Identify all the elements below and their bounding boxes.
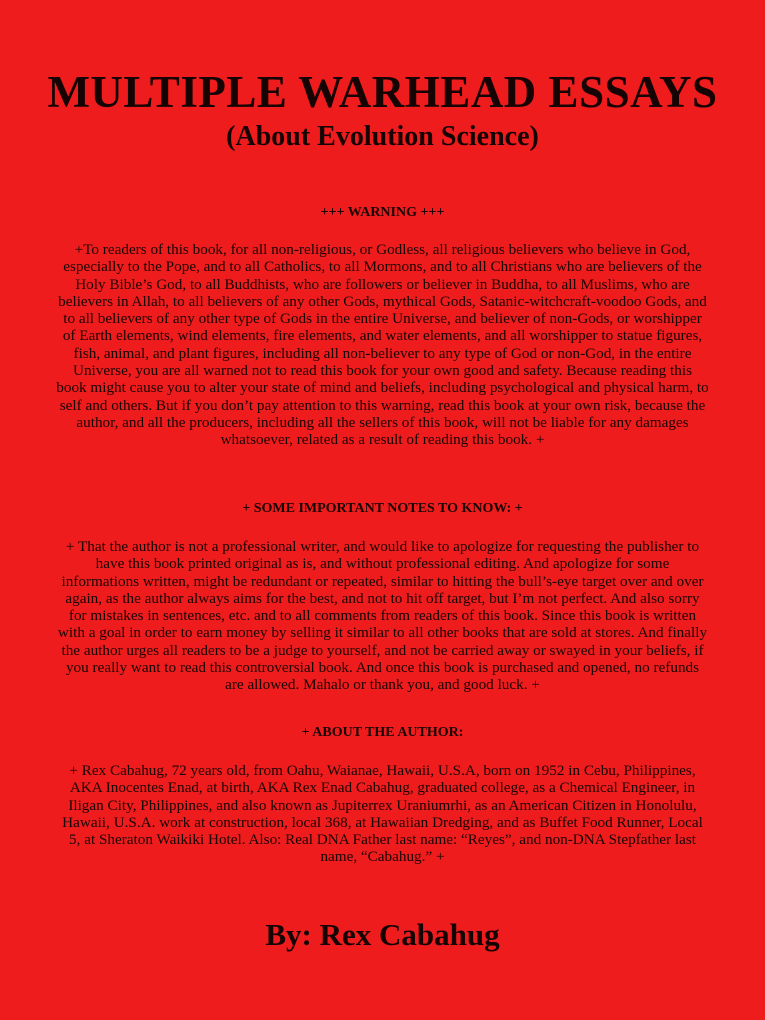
notes-text: + That the author is not a professional writer, and would like to apologize for requesting the publisher to have this book printed original as is, and without professional editing. And apologize for some informations written, might be redundant or repeated, similar to hitting the bull’s-eye target over and over again, as the author always aims for the best, and not to hit off target, but I’m not perfect. And also sorry for mistakes in sentences, etc. and to all comments from readers of this book. Since this book is written with a goal in order to earn money by selling it similar to all other books that are sold at stores. And finally the author urges all readers to be a judge to yourself, and not be carried away or swayed in your beliefs, if you really want to read this controversial book. And once this book is purchased and opened, no refunds are allowed. Mahalo or thank you, and good luck. + bbox=[57, 538, 708, 694]
about-author-heading: + ABOUT THE AUTHOR: bbox=[301, 725, 464, 740]
about-author-text: + Rex Cabahug, 72 years old, from Oahu, Waianae, Hawaii, U.S.A, born on 1952 in Cebu, Philippines, AKA Inocentes Enad, at birth, AKA Rex Enad Cabahug, graduated college, as a Chemical Engineer, in Iligan City, Philippines, and also known as Jupiterrex Uraniumrhi, as an American Citizen in Honolulu, Hawaii, U.S.A. work at construction, local 368, at Hawaiian Dredging, and as Buffet Food Runner, Local 5, at Sheraton Waikiki Hotel. Also: Real DNA Father last name: “Reyes”, and non-DNA Stepfather last name, “Cabahug.” + bbox=[62, 762, 703, 866]
warning-heading: +++ WARNING +++ bbox=[320, 205, 445, 220]
notes-heading: + SOME IMPORTANT NOTES TO KNOW: + bbox=[242, 501, 523, 516]
book-subtitle: (About Evolution Science) bbox=[226, 121, 539, 152]
author-byline: By: Rex Cabahug bbox=[265, 917, 500, 952]
book-title: MULTIPLE WARHEAD ESSAYS bbox=[47, 67, 718, 117]
warning-text: +To readers of this book, for all non-religious, or Godless, all religious believers who believe in God, especially to the Pope, and to all Catholics, to all Mormons, and to all Christians who are believers of the Holy Bible’s God, to all Buddhists, who are followers or believer in Buddha, to all Muslims, who are believers in Allah, to all believers of any other Gods, mythical Gods, Satanic-witchcraft-voodoo Gods, and to all believers of any other type of Gods in the entire Universe, and believer of non-Gods, or worshipper of Earth elements, wind elements, fire elements, and water elements, and all worshipper to statue figures, fish, animal, and plant figures, including all non-believer to any type of God or non-God, in the entire Universe, you are all warned not to read this book for your own good and safety. Because reading this book might cause you to alter your state of mind and beliefs, including psychological and physical harm, to self and others. But if you don’t pay attention to this warning, read this book at your own risk, because the author, and all the producers, including all the sellers of this book, will not be liable for any damages whatsoever, related as a result of reading this book. + bbox=[56, 241, 709, 449]
